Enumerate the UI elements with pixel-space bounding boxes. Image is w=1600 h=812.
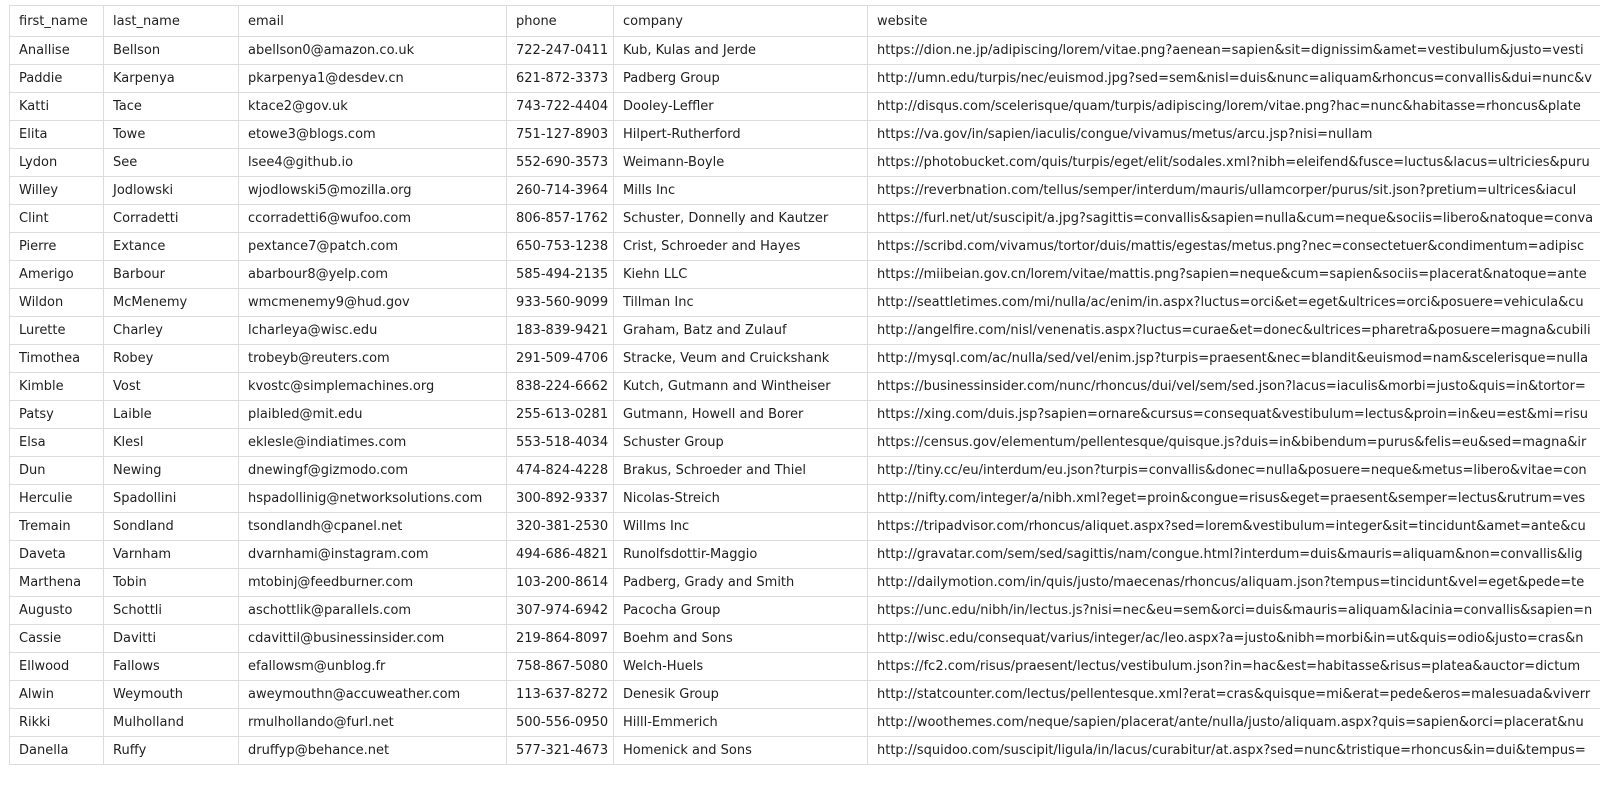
cell-email: trobeyb@reuters.com — [239, 345, 507, 373]
cell-last-name: Schottli — [104, 597, 239, 625]
cell-email: etowe3@blogs.com — [239, 121, 507, 149]
cell-last-name: Vost — [104, 373, 239, 401]
cell-first-name: Marthena — [10, 569, 104, 597]
table-row — [10, 653, 1600, 681]
cell-phone: 743-722-4404 — [507, 93, 614, 121]
cell-first-name: Lydon — [10, 149, 104, 177]
cell-website: https://businessinsider.com/nunc/rhoncus/dui/vel/sem/sed.json?lacus=iaculis&morbi=justo&quis=in&tortor= — [868, 373, 1600, 401]
table-row — [10, 233, 1600, 261]
cell-email: mtobinj@feedburner.com — [239, 569, 507, 597]
table-row — [10, 681, 1600, 709]
cell-website: https://va.gov/in/sapien/iaculis/congue/vivamus/metus/arcu.jsp?nisi=nullam — [868, 121, 1600, 149]
cell-website: https://scribd.com/vivamus/tortor/duis/mattis/egestas/metus.png?nec=consectetuer&condimentum=adipisc — [868, 233, 1600, 261]
cell-website: http://dailymotion.com/in/quis/justo/maecenas/rhoncus/aliquam.json?tempus=tincidunt&vel=eget&pede=te — [868, 569, 1600, 597]
cell-website: http://wisc.edu/consequat/varius/integer/ac/leo.aspx?a=justo&nibh=morbi&in=ut&quis=odio&justo=cras&n — [868, 625, 1600, 653]
cell-company: Mills Inc — [614, 177, 868, 205]
cell-email: wjodlowski5@mozilla.org — [239, 177, 507, 205]
cell-last-name: Weymouth — [104, 681, 239, 709]
cell-first-name: Paddie — [10, 65, 104, 93]
cell-last-name: See — [104, 149, 239, 177]
table-header-row — [10, 6, 1600, 37]
cell-company: Kub, Kulas and Jerde — [614, 37, 868, 65]
cell-last-name: Barbour — [104, 261, 239, 289]
cell-email: rmulhollando@furl.net — [239, 709, 507, 737]
cell-company: Schuster, Donnelly and Kautzer — [614, 205, 868, 233]
cell-company: Padberg, Grady and Smith — [614, 569, 868, 597]
cell-email: abellson0@amazon.co.uk — [239, 37, 507, 65]
cell-website: https://unc.edu/nibh/in/lectus.js?nisi=nec&eu=sem&orci=duis&mauris=aliquam&lacinia=convallis&sapien=n — [868, 597, 1600, 625]
cell-phone: 320-381-2530 — [507, 513, 614, 541]
cell-phone: 300-892-9337 — [507, 485, 614, 513]
cell-last-name: McMenemy — [104, 289, 239, 317]
cell-website: http://statcounter.com/lectus/pellentesque.xml?erat=cras&quisque=mi&erat=pede&eros=malesuada&viverr — [868, 681, 1600, 709]
cell-last-name: Tobin — [104, 569, 239, 597]
column-header-website: website — [868, 6, 1600, 37]
cell-last-name: Corradetti — [104, 205, 239, 233]
table-row — [10, 709, 1600, 737]
cell-email: ktace2@gov.uk — [239, 93, 507, 121]
cell-website: https://miibeian.gov.cn/lorem/vitae/mattis.png?sapien=neque&cum=sapien&sociis=placerat&natoque=ante — [868, 261, 1600, 289]
cell-phone: 474-824-4228 — [507, 457, 614, 485]
cell-company: Hilll-Emmerich — [614, 709, 868, 737]
cell-website: https://reverbnation.com/tellus/semper/interdum/mauris/ullamcorper/purus/sit.json?pretium=ultrices&iacul — [868, 177, 1600, 205]
cell-phone: 751-127-8903 — [507, 121, 614, 149]
cell-phone: 806-857-1762 — [507, 205, 614, 233]
cell-website: http://gravatar.com/sem/sed/sagittis/nam/congue.html?interdum=duis&mauris=aliquam&non=convallis&lig — [868, 541, 1600, 569]
cell-first-name: Amerigo — [10, 261, 104, 289]
cell-website: http://woothemes.com/neque/sapien/placerat/ante/nulla/justo/aliquam.aspx?quis=sapien&orci=placerat&nu — [868, 709, 1600, 737]
cell-email: efallowsm@unblog.fr — [239, 653, 507, 681]
data-table — [9, 5, 1600, 765]
table-row — [10, 37, 1600, 65]
cell-email: lsee4@github.io — [239, 149, 507, 177]
table-row — [10, 261, 1600, 289]
cell-last-name: Jodlowski — [104, 177, 239, 205]
cell-email: hspadollinig@networksolutions.com — [239, 485, 507, 513]
table-row — [10, 121, 1600, 149]
cell-first-name: Lurette — [10, 317, 104, 345]
cell-website: https://census.gov/elementum/pellentesque/quisque.js?duis=in&bibendum=purus&felis=eu&sed=magna&ir — [868, 429, 1600, 457]
cell-company: Kutch, Gutmann and Wintheiser — [614, 373, 868, 401]
table-row — [10, 569, 1600, 597]
cell-first-name: Danella — [10, 737, 104, 765]
cell-last-name: Charley — [104, 317, 239, 345]
cell-company: Dooley-Leffler — [614, 93, 868, 121]
cell-website: https://xing.com/duis.jsp?sapien=ornare&cursus=consequat&vestibulum=lectus&proin=in&eu=est&mi=risu — [868, 401, 1600, 429]
cell-email: lcharleya@wisc.edu — [239, 317, 507, 345]
cell-phone: 552-690-3573 — [507, 149, 614, 177]
table-row — [10, 625, 1600, 653]
cell-company: Runolfsdottir-Maggio — [614, 541, 868, 569]
cell-last-name: Extance — [104, 233, 239, 261]
cell-company: Weimann-Boyle — [614, 149, 868, 177]
cell-company: Graham, Batz and Zulauf — [614, 317, 868, 345]
cell-first-name: Herculie — [10, 485, 104, 513]
cell-website: http://umn.edu/turpis/nec/euismod.jpg?sed=sem&nisl=duis&nunc=aliquam&rhoncus=convallis&dui=nunc&v — [868, 65, 1600, 93]
cell-website: http://mysql.com/ac/nulla/sed/vel/enim.jsp?turpis=praesent&nec=blandit&euismod=nam&scelerisque=nulla — [868, 345, 1600, 373]
cell-phone: 113-637-8272 — [507, 681, 614, 709]
cell-phone: 838-224-6662 — [507, 373, 614, 401]
cell-phone: 621-872-3373 — [507, 65, 614, 93]
cell-website: https://photobucket.com/quis/turpis/eget/elit/sodales.xml?nibh=eleifend&fusce=luctus&lacus=ultricies&puru — [868, 149, 1600, 177]
cell-first-name: Kimble — [10, 373, 104, 401]
table-row — [10, 93, 1600, 121]
cell-first-name: Pierre — [10, 233, 104, 261]
table-row — [10, 401, 1600, 429]
cell-website: http://angelfire.com/nisl/venenatis.aspx?luctus=curae&et=donec&ultrices=pharetra&posuere=magna&cubili — [868, 317, 1600, 345]
cell-phone: 494-686-4821 — [507, 541, 614, 569]
table-row — [10, 541, 1600, 569]
table-row — [10, 317, 1600, 345]
cell-first-name: Augusto — [10, 597, 104, 625]
cell-company: Boehm and Sons — [614, 625, 868, 653]
cell-phone: 500-556-0950 — [507, 709, 614, 737]
cell-last-name: Mulholland — [104, 709, 239, 737]
cell-email: abarbour8@yelp.com — [239, 261, 507, 289]
cell-last-name: Tace — [104, 93, 239, 121]
cell-last-name: Fallows — [104, 653, 239, 681]
cell-last-name: Ruffy — [104, 737, 239, 765]
cell-phone: 260-714-3964 — [507, 177, 614, 205]
cell-email: plaibled@mit.edu — [239, 401, 507, 429]
cell-email: ccorradetti6@wufoo.com — [239, 205, 507, 233]
cell-company: Denesik Group — [614, 681, 868, 709]
cell-website: http://squidoo.com/suscipit/ligula/in/lacus/curabitur/at.aspx?sed=nunc&tristique=rhoncus&in=dui&tempus= — [868, 737, 1600, 765]
cell-website: http://nifty.com/integer/a/nibh.xml?eget=proin&congue=risus&eget=praesent&semper=lectus&rutrum=ves — [868, 485, 1600, 513]
cell-phone: 219-864-8097 — [507, 625, 614, 653]
cell-company: Brakus, Schroeder and Thiel — [614, 457, 868, 485]
cell-company: Gutmann, Howell and Borer — [614, 401, 868, 429]
table-row — [10, 457, 1600, 485]
cell-last-name: Varnham — [104, 541, 239, 569]
cell-phone: 758-867-5080 — [507, 653, 614, 681]
cell-last-name: Sondland — [104, 513, 239, 541]
cell-first-name: Timothea — [10, 345, 104, 373]
cell-first-name: Alwin — [10, 681, 104, 709]
cell-phone: 722-247-0411 — [507, 37, 614, 65]
cell-email: dvarnhami@instagram.com — [239, 541, 507, 569]
cell-website: http://disqus.com/scelerisque/quam/turpis/adipiscing/lorem/vitae.png?hac=nunc&habitasse=rhoncus&plate — [868, 93, 1600, 121]
cell-company: Padberg Group — [614, 65, 868, 93]
cell-first-name: Ellwood — [10, 653, 104, 681]
cell-last-name: Karpenya — [104, 65, 239, 93]
column-header-company: company — [614, 6, 868, 37]
cell-phone: 103-200-8614 — [507, 569, 614, 597]
cell-website: http://seattletimes.com/mi/nulla/ac/enim/in.aspx?luctus=orci&et=eget&ultrices=orci&posuere=vehicula&cu — [868, 289, 1600, 317]
cell-last-name: Spadollini — [104, 485, 239, 513]
cell-first-name: Anallise — [10, 37, 104, 65]
cell-first-name: Elsa — [10, 429, 104, 457]
cell-company: Homenick and Sons — [614, 737, 868, 765]
cell-phone: 183-839-9421 — [507, 317, 614, 345]
cell-phone: 255-613-0281 — [507, 401, 614, 429]
table-row — [10, 65, 1600, 93]
cell-email: aschottlik@parallels.com — [239, 597, 507, 625]
cell-company: Crist, Schroeder and Hayes — [614, 233, 868, 261]
table-row — [10, 345, 1600, 373]
cell-phone: 307-974-6942 — [507, 597, 614, 625]
cell-last-name: Robey — [104, 345, 239, 373]
cell-company: Kiehn LLC — [614, 261, 868, 289]
cell-email: pextance7@patch.com — [239, 233, 507, 261]
cell-website: http://tiny.cc/eu/interdum/eu.json?turpis=convallis&donec=nulla&posuere=neque&metus=libero&vitae=con — [868, 457, 1600, 485]
table-row — [10, 177, 1600, 205]
cell-company: Stracke, Veum and Cruickshank — [614, 345, 868, 373]
cell-website: https://furl.net/ut/suscipit/a.jpg?sagittis=convallis&sapien=nulla&cum=neque&sociis=libero&natoque=conva — [868, 205, 1600, 233]
cell-last-name: Newing — [104, 457, 239, 485]
cell-email: kvostc@simplemachines.org — [239, 373, 507, 401]
cell-website: https://fc2.com/risus/praesent/lectus/vestibulum.json?in=hac&est=habitasse&risus=platea&auctor=dictum — [868, 653, 1600, 681]
table-row — [10, 737, 1600, 765]
cell-last-name: Davitti — [104, 625, 239, 653]
cell-email: tsondlandh@cpanel.net — [239, 513, 507, 541]
cell-first-name: Daveta — [10, 541, 104, 569]
column-header-last-name: last_name — [104, 6, 239, 37]
cell-email: druffyp@behance.net — [239, 737, 507, 765]
cell-phone: 577-321-4673 — [507, 737, 614, 765]
cell-phone: 553-518-4034 — [507, 429, 614, 457]
cell-first-name: Rikki — [10, 709, 104, 737]
table-row — [10, 597, 1600, 625]
cell-last-name: Towe — [104, 121, 239, 149]
table-row — [10, 289, 1600, 317]
cell-website: https://dion.ne.jp/adipiscing/lorem/vitae.png?aenean=sapien&sit=dignissim&amet=vestibulum&justo=vesti — [868, 37, 1600, 65]
table-body — [10, 37, 1600, 765]
cell-company: Nicolas-Streich — [614, 485, 868, 513]
table-row — [10, 429, 1600, 457]
cell-email: cdavittil@businessinsider.com — [239, 625, 507, 653]
column-header-first-name: first_name — [10, 6, 104, 37]
cell-phone: 585-494-2135 — [507, 261, 614, 289]
column-header-email: email — [239, 6, 507, 37]
cell-company: Welch-Huels — [614, 653, 868, 681]
table-row — [10, 513, 1600, 541]
cell-email: wmcmenemy9@hud.gov — [239, 289, 507, 317]
cell-company: Tillman Inc — [614, 289, 868, 317]
cell-last-name: Bellson — [104, 37, 239, 65]
cell-email: pkarpenya1@desdev.cn — [239, 65, 507, 93]
cell-email: aweymouthn@accuweather.com — [239, 681, 507, 709]
cell-website: https://tripadvisor.com/rhoncus/aliquet.aspx?sed=lorem&vestibulum=integer&sit=tincidunt&amet=ante&cu — [868, 513, 1600, 541]
cell-first-name: Clint — [10, 205, 104, 233]
cell-first-name: Elita — [10, 121, 104, 149]
cell-company: Schuster Group — [614, 429, 868, 457]
table-row — [10, 205, 1600, 233]
table-row — [10, 373, 1600, 401]
cell-phone: 933-560-9099 — [507, 289, 614, 317]
table-row — [10, 485, 1600, 513]
cell-email: dnewingf@gizmodo.com — [239, 457, 507, 485]
cell-company: Hilpert-Rutherford — [614, 121, 868, 149]
cell-company: Willms Inc — [614, 513, 868, 541]
cell-first-name: Willey — [10, 177, 104, 205]
cell-first-name: Wildon — [10, 289, 104, 317]
cell-first-name: Katti — [10, 93, 104, 121]
cell-first-name: Dun — [10, 457, 104, 485]
cell-phone: 650-753-1238 — [507, 233, 614, 261]
cell-last-name: Klesl — [104, 429, 239, 457]
cell-company: Pacocha Group — [614, 597, 868, 625]
cell-first-name: Patsy — [10, 401, 104, 429]
table-row — [10, 149, 1600, 177]
cell-first-name: Cassie — [10, 625, 104, 653]
cell-first-name: Tremain — [10, 513, 104, 541]
cell-phone: 291-509-4706 — [507, 345, 614, 373]
cell-last-name: Laible — [104, 401, 239, 429]
cell-email: eklesle@indiatimes.com — [239, 429, 507, 457]
column-header-phone: phone — [507, 6, 614, 37]
